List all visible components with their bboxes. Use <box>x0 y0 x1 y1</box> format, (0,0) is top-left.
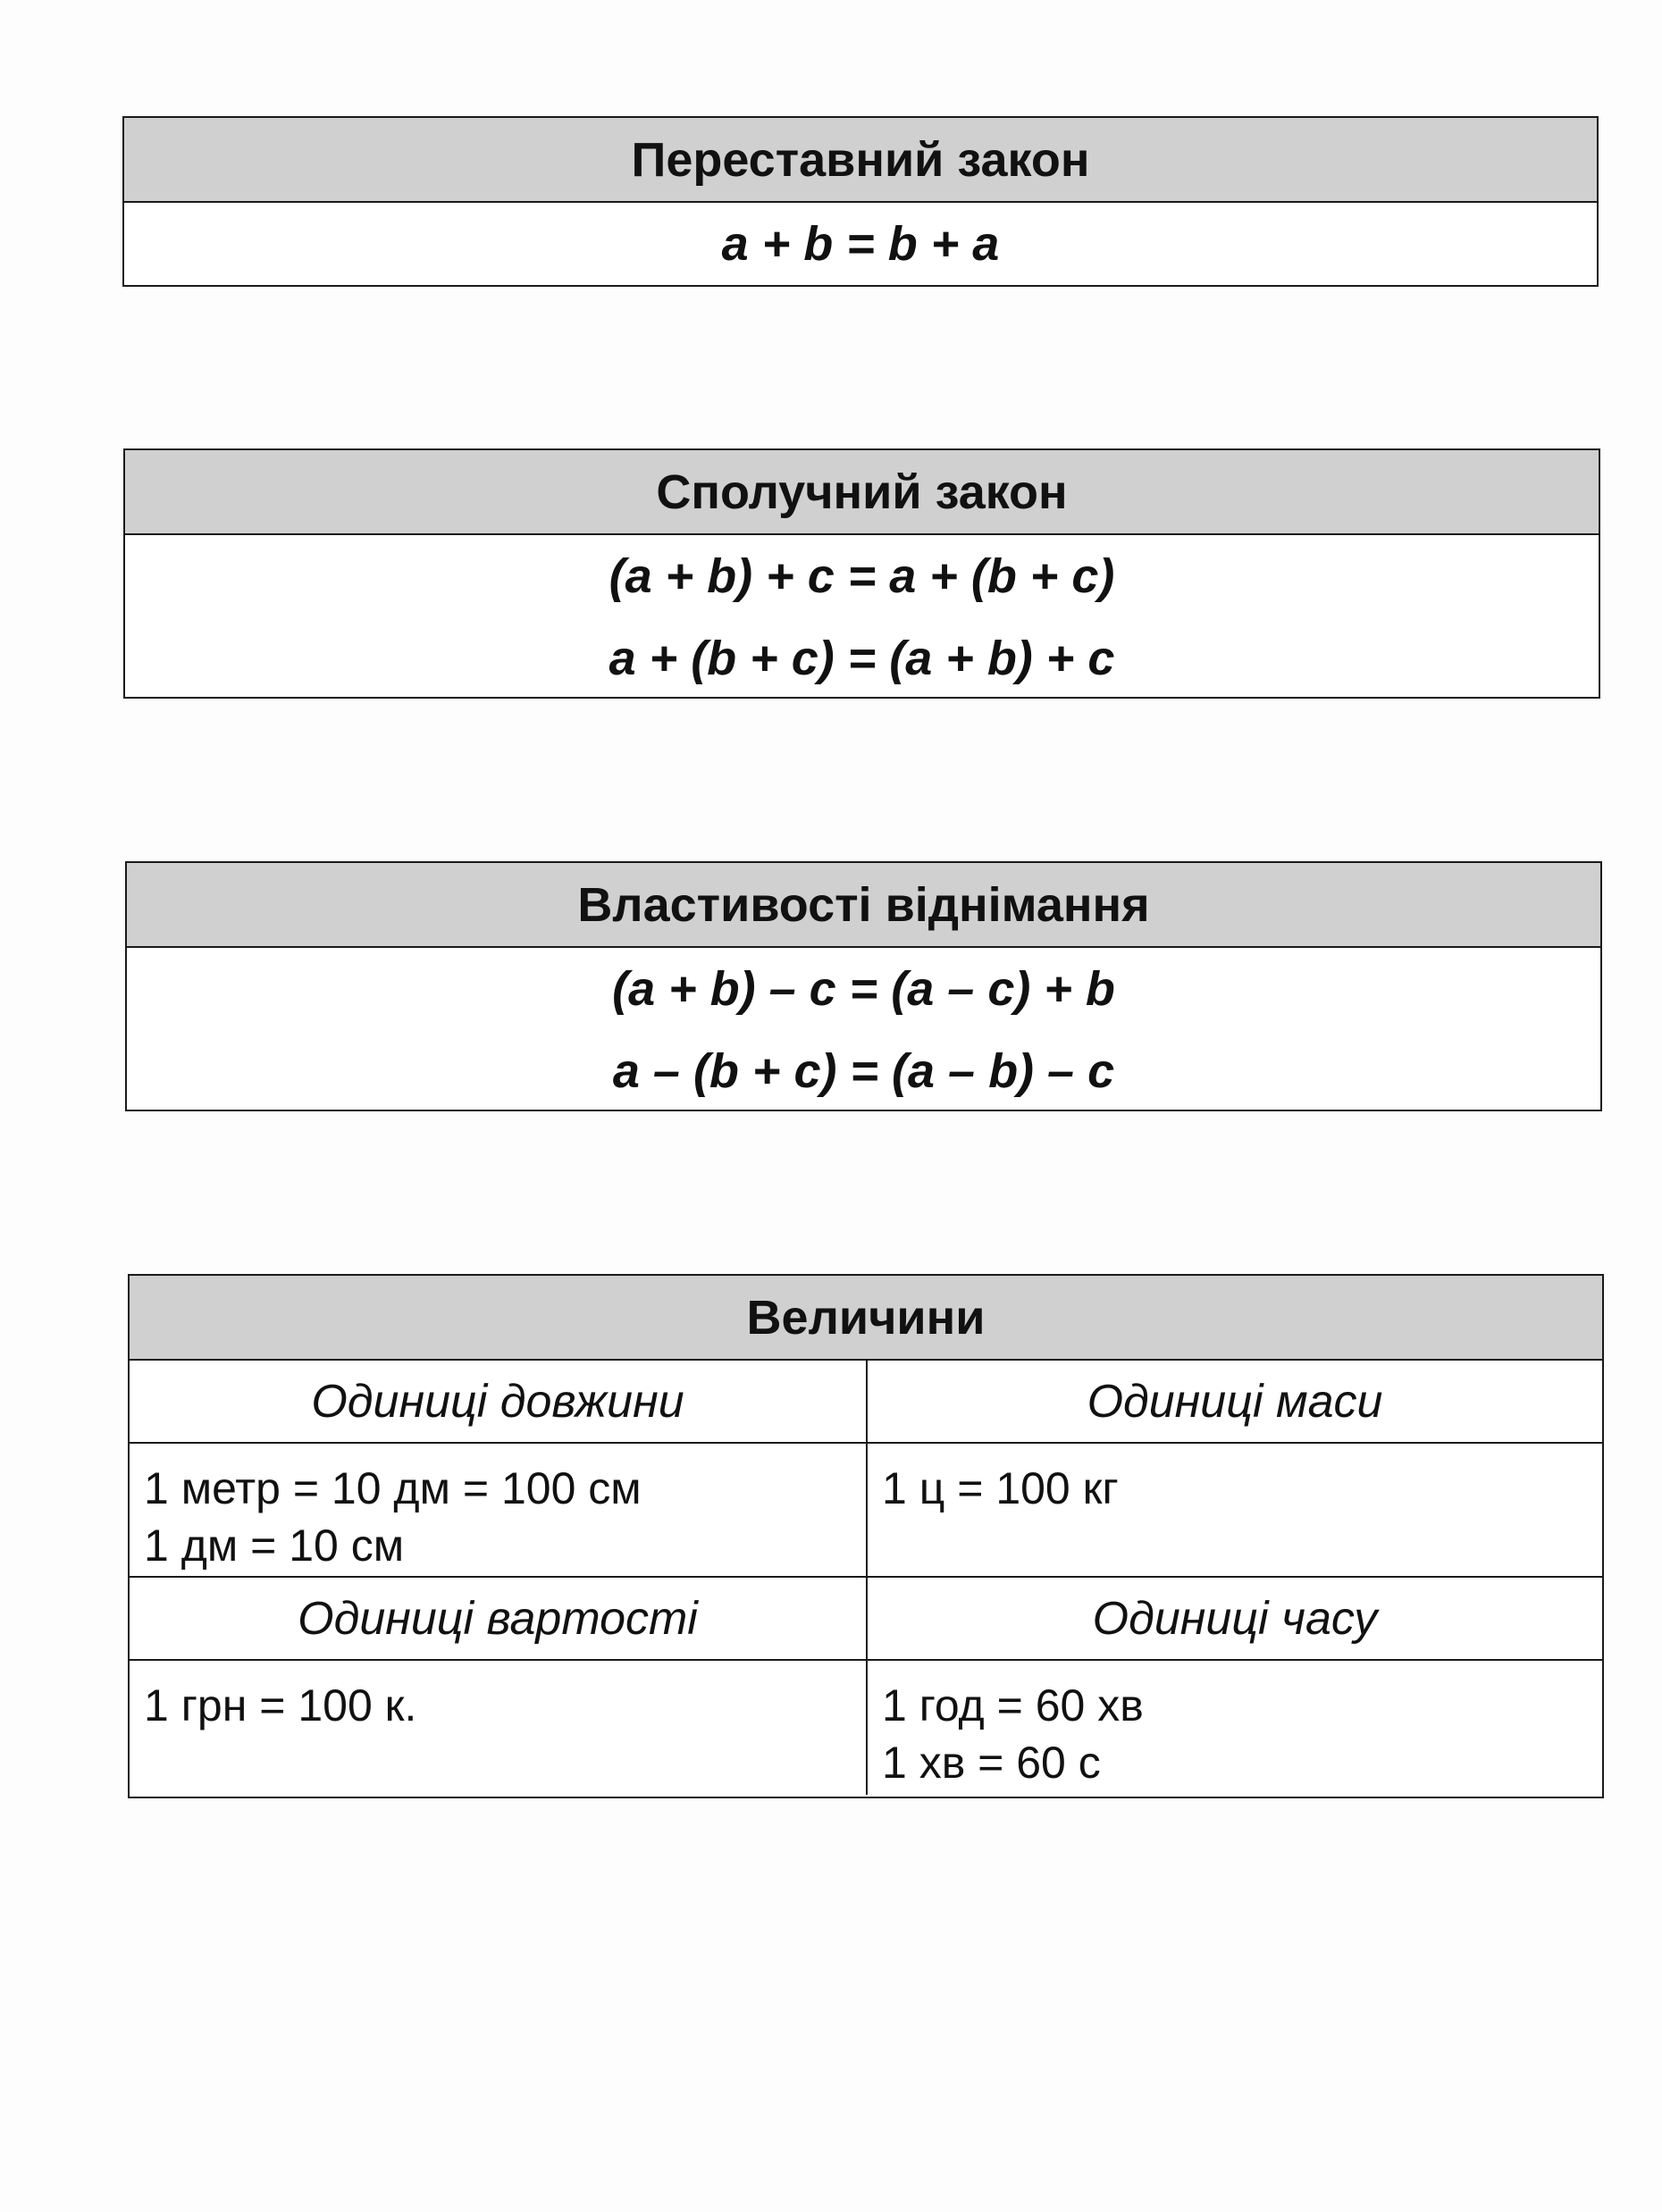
length-unit-line: 1 метр = 10 дм = 100 см <box>144 1463 642 1513</box>
quantities-subheader-row <box>130 1361 1602 1444</box>
quantities-subheader-row <box>130 1578 1602 1661</box>
time-unit-line: 1 хв = 60 с <box>882 1738 1101 1788</box>
subtraction-property-formula-2: a – (b + c) = (a – b) – c <box>612 1044 1115 1098</box>
length-units-label: Одиниці довжини <box>130 1361 868 1442</box>
cost-unit-line: 1 грн = 100 к. <box>144 1680 417 1730</box>
commutative-law-title: Переставний закон <box>124 118 1597 203</box>
associative-law-box <box>123 448 1600 699</box>
subtraction-property-formula-1: (a + b) – c = (a – c) + b <box>612 962 1115 1016</box>
mass-units-label: Одиниці маси <box>1087 1375 1383 1428</box>
cost-units-label: Одиниці вартості <box>130 1578 868 1659</box>
mass-units-cell <box>868 1444 1602 1576</box>
associative-law-formula-1: (a + b) + c = a + (b + c) <box>609 549 1115 603</box>
commutative-law-formula: a + b = b + a <box>721 217 1000 271</box>
quantities-title: Величини <box>130 1276 1602 1361</box>
quantities-values-row <box>130 1444 1602 1578</box>
commutative-law-box <box>122 116 1599 287</box>
subtraction-properties-title: Властивості віднімання <box>127 863 1600 948</box>
time-unit-line: 1 год = 60 хв <box>882 1680 1144 1730</box>
cost-units-cell <box>130 1661 868 1795</box>
quantities-table <box>128 1274 1604 1798</box>
time-units-label: Одиниці часу <box>1092 1592 1378 1645</box>
associative-law-title: Сполучний закон <box>125 450 1599 535</box>
mass-unit-line: 1 ц = 100 кг <box>882 1463 1119 1513</box>
length-unit-line: 1 дм = 10 см <box>144 1521 405 1571</box>
time-units-cell <box>868 1661 1602 1795</box>
quantities-values-row <box>130 1661 1602 1795</box>
associative-law-formula-2: a + (b + c) = (a + b) + c <box>609 632 1115 685</box>
subtraction-properties-box <box>125 861 1602 1111</box>
length-units-cell <box>130 1444 868 1576</box>
